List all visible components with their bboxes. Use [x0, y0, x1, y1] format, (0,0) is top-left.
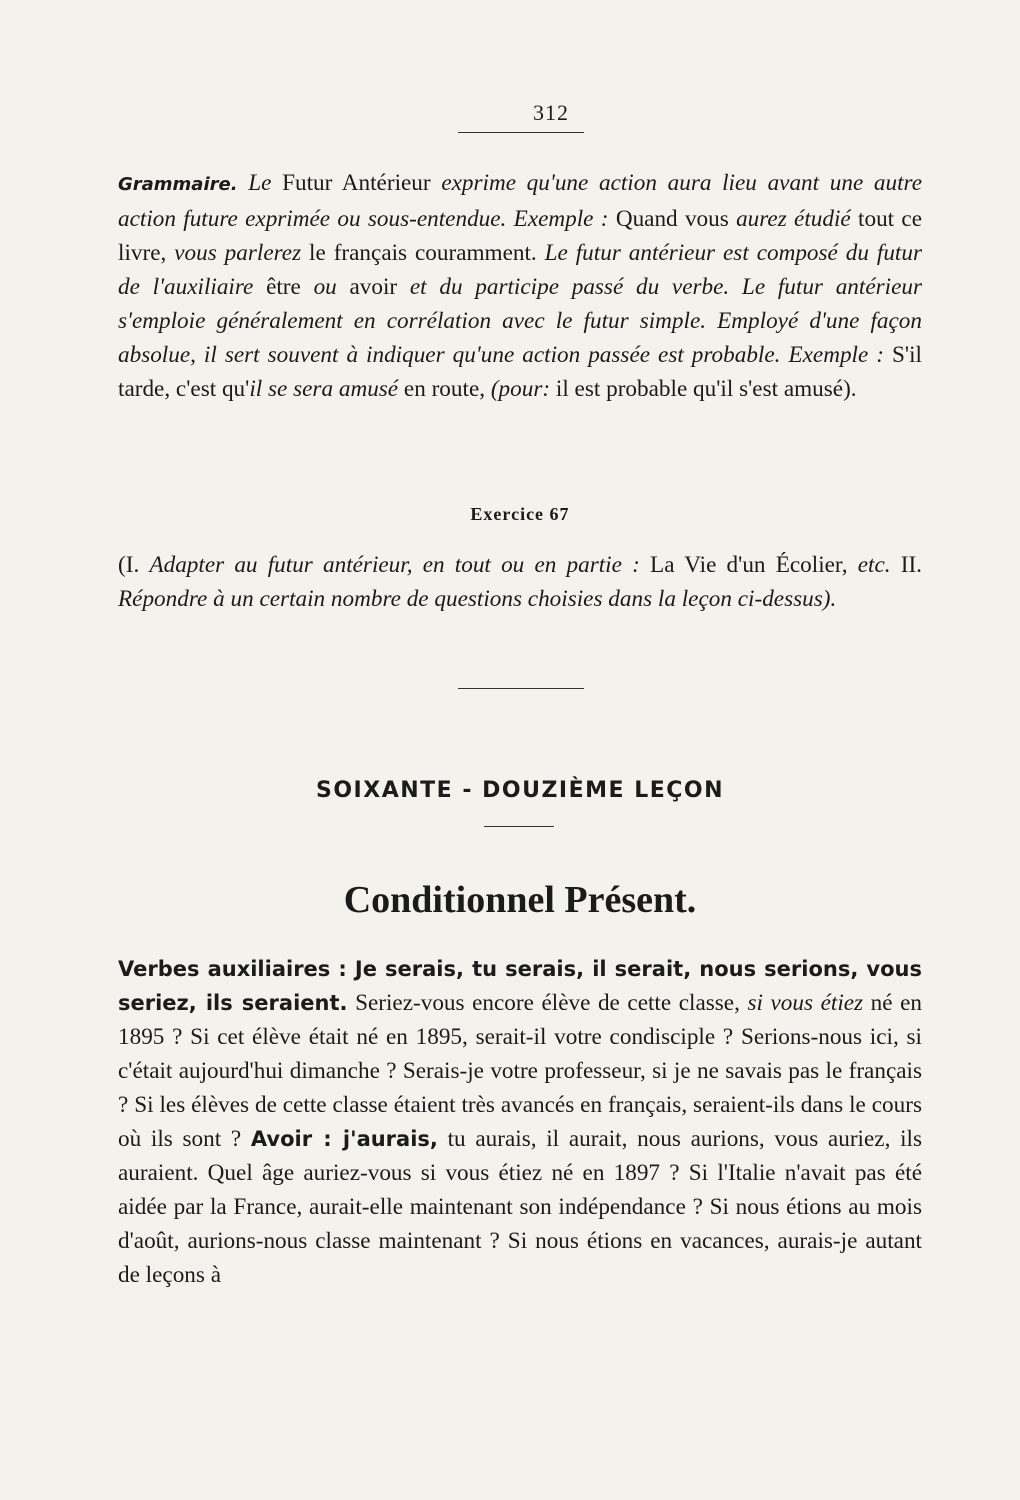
lesson-title: SOIXANTE - DOUZIÈME LEÇON: [316, 778, 724, 803]
grammar-paragraph: [118, 166, 922, 406]
text-run: il est probable qu'il s'est amusé).: [550, 376, 857, 402]
grammar-heading: Grammaire.: [118, 174, 238, 195]
text-run: aurez étudié: [736, 206, 851, 232]
text-run: il se sera amusé: [249, 376, 399, 402]
divider: [458, 688, 584, 689]
body-paragraph: [118, 952, 922, 1292]
text-run: (I.: [118, 552, 150, 578]
section-title: Conditionnel Présent.: [343, 879, 697, 921]
exercise-title: Exercice 67: [470, 504, 570, 524]
text-run: le français couramment.: [301, 240, 545, 266]
text-run: tout ce livre,: [118, 206, 922, 266]
text-run: Futur Antérieur: [271, 170, 442, 196]
divider: [484, 826, 554, 827]
text-run: tu aurais, il aurait, nous aurions, vous auriez, ils auraient. Quel âge auriez-vous si vous étiez né en 1897 ? Si l'Italie n'avait pas été aidée par la France, aurait-elle maintenant son indépendance ? Si nous étions au mois d'août, aurions-nous classe maintenant ? Si nous étions en vacances, aurais-je autant de leçons à: [118, 1126, 922, 1288]
text-run: Le futur antérieur est composé du futur de l'auxiliaire: [118, 240, 922, 300]
text-run: La Vie d'un Écolier,: [639, 552, 858, 578]
text-run: Adapter au futur antérieur, en tout ou en partie :: [149, 552, 640, 578]
text-run: Le: [248, 170, 272, 196]
text-run: Quand vous: [608, 206, 737, 232]
exercise-paragraph: [118, 548, 922, 616]
text-run: être: [253, 274, 314, 300]
text-run: et du participe passé du verbe. Le futur antérieur s'emploie généralement en corrélation avec le futur simple. Employé d'une façon absolue, il sert souvent à indiquer qu'une action passée est probable. Exemple :: [118, 274, 922, 368]
text-run: (pour:: [490, 376, 551, 402]
text-run: avoir: [336, 274, 410, 300]
text-run: Répondre à un certain nombre de questions choisies dans la leçon ci-dessus).: [118, 586, 837, 612]
text-run: né en 1895 ? Si cet élève était né en 1895, serait-il votre condisciple ? Serions-nous ici, si c'était aujourd'hui dimanche ? Serais-je votre professeur, si je ne savais pas le français ? Si les élèves de cette classe étaient très avancés en français, seraient-ils dans le cours où ils sont ?: [118, 990, 922, 1152]
text-run: Seriez-vous encore élève de cette classe,: [347, 990, 748, 1016]
text-run: si vous étiez: [747, 990, 864, 1016]
text-run: vous parlerez: [174, 240, 302, 266]
text-run: S'il tarde, c'est qu': [118, 342, 922, 402]
text-run: ou: [313, 274, 337, 300]
text-run: II.: [890, 552, 922, 578]
page-number: 312: [533, 100, 569, 125]
text-run: Verbes auxiliaires : Je serais, tu serais, il serait, nous serions, vous seriez, ils seraient.: [118, 957, 922, 1015]
text-run: etc.: [857, 552, 891, 578]
text-run: Avoir : j'aurais,: [250, 1127, 438, 1151]
divider: [458, 132, 584, 133]
text-run: exprime qu'une action aura lieu avant une autre action future exprimée ou sous-entendue. Exemple :: [118, 170, 923, 232]
text-run: en route,: [398, 376, 491, 402]
